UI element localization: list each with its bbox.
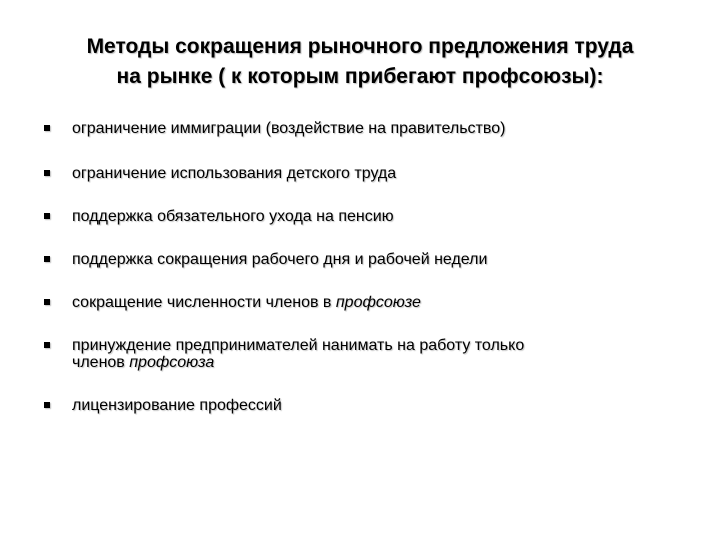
bullet-text: сокращение численности членов в [72,294,336,311]
bullet-emphasis: профсоюзе [335,294,421,311]
bullet-list [40,120,690,414]
square-bullet-icon [44,299,50,305]
square-bullet-icon [44,256,50,262]
bullet-text: поддержка сокращения рабочего дня и рабочей недели [72,251,488,268]
square-bullet-icon [44,125,50,131]
square-bullet-icon [44,342,50,348]
bullet-item-closed-shop [40,337,690,371]
slide-title-line-1: Методы сокращения рыночного предложения труда [86,35,634,58]
bullet-text: лицензирование профессий [72,397,282,414]
bullet-text-line-2: членов [72,354,130,371]
bullet-item-immigration [40,120,690,137]
bullet-emphasis: профсоюза [129,354,215,371]
square-bullet-icon [44,213,50,219]
square-bullet-icon [44,170,50,176]
bullet-text-line-1: принуждение предпринимателей нанимать на работу только [72,337,525,354]
bullet-item-membership-reduction [40,294,690,311]
bullet-text: ограничение использования детского труда [72,165,397,182]
bullet-item-working-hours [40,251,690,268]
bullet-item-child-labor [40,165,690,182]
bullet-item-retirement [40,208,690,225]
bullet-text: поддержка обязательного ухода на пенсию [72,208,394,225]
square-bullet-icon [44,402,50,408]
bullet-text: ограничение иммиграции (воздействие на правительство) [72,120,506,137]
slide-title [20,32,700,92]
slide-title-line-2: на рынке ( к которым прибегают профсоюзы): [116,65,604,88]
bullet-item-licensing [40,397,690,414]
